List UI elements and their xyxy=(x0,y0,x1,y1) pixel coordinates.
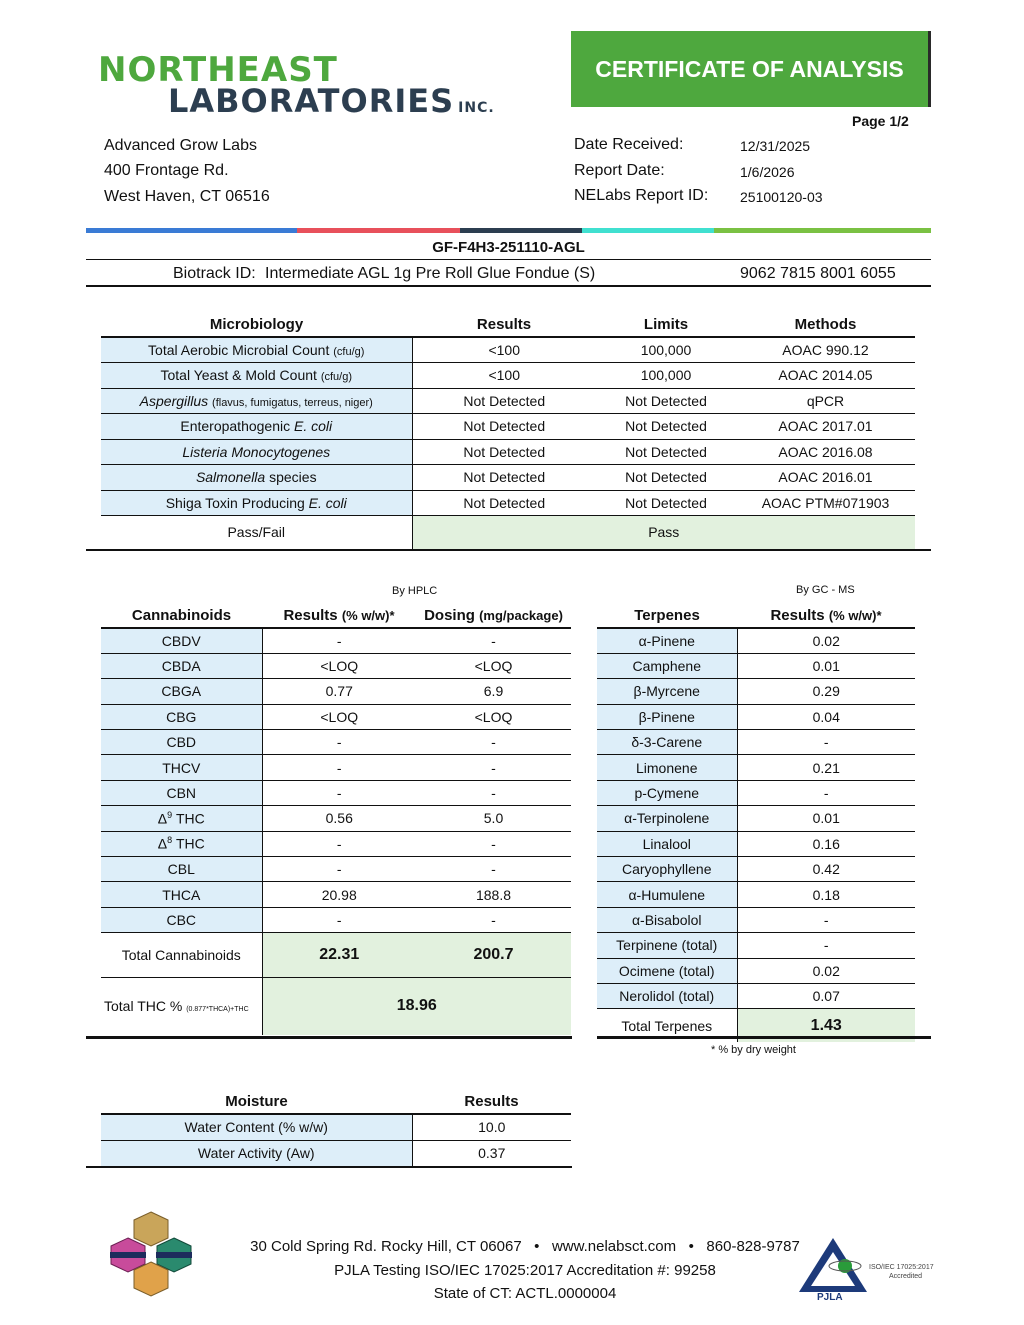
delta-position: 9 xyxy=(167,810,173,821)
divider xyxy=(86,549,931,551)
table-row xyxy=(101,704,571,729)
cannabinoid-result: - xyxy=(262,780,416,805)
terpene-name: Limonene xyxy=(597,755,737,780)
divider xyxy=(86,259,931,260)
terpene-result: 0.21 xyxy=(737,755,915,780)
test-name: Listeria Monocytogenes xyxy=(182,443,331,460)
header-unit: (% w/w)* xyxy=(341,608,395,623)
cannabinoid-dosing: <LOQ xyxy=(416,653,571,678)
table-row xyxy=(597,679,915,704)
terpene-result: 0.42 xyxy=(737,857,915,882)
terp-header-name: Terpenes xyxy=(597,604,737,628)
cannabinoid-result: - xyxy=(262,730,416,755)
company-logo-line2 xyxy=(168,82,495,120)
divider xyxy=(597,1036,931,1039)
table-row xyxy=(101,806,571,831)
micro-test-name xyxy=(101,439,412,465)
micro-header-methods: Methods xyxy=(736,313,915,337)
terpene-name: Terpinene (total) xyxy=(597,933,737,958)
table-row xyxy=(597,704,915,729)
micro-limit: Not Detected xyxy=(596,490,736,516)
test-unit: (cfu/g) xyxy=(333,346,365,358)
cannabinoid-dosing: - xyxy=(416,628,571,653)
client-street: 400 Frontage Rd. xyxy=(104,162,229,179)
table-row xyxy=(101,730,571,755)
client-name: Advanced Grow Labs xyxy=(104,137,257,154)
client-city: West Haven, CT 06516 xyxy=(104,188,270,205)
report-date-label: Report Date: xyxy=(574,162,665,179)
total-thc-value: 18.96 xyxy=(262,978,571,1035)
pjla-text: PJLA xyxy=(817,1292,843,1303)
terpene-name: α-Humulene xyxy=(597,882,737,907)
total-cannabinoids-result: 22.31 xyxy=(262,933,416,978)
table-row xyxy=(597,983,915,1008)
micro-test-name xyxy=(101,363,412,389)
cannabinoid-dosing: - xyxy=(416,907,571,932)
table-row xyxy=(101,780,571,805)
company-logo-labs: LABORATORIES xyxy=(168,82,455,120)
total-cannabinoids-row xyxy=(101,933,571,978)
biotrack-id: 9062 7815 8001 6055 xyxy=(740,265,896,282)
stripe-green xyxy=(714,228,931,233)
cannabinoids-table xyxy=(101,604,571,1035)
header-label: Results xyxy=(283,607,338,624)
cannabinoid-name: CBGA xyxy=(101,679,262,704)
micro-method: AOAC 2017.01 xyxy=(736,414,915,440)
table-row xyxy=(101,653,571,678)
delta-symbol: Δ xyxy=(157,810,168,827)
total-terpenes-label: Total Terpenes xyxy=(597,1009,737,1042)
stripe-navy xyxy=(460,228,582,233)
test-unit: (flavus, fumigatus, terreus, niger) xyxy=(212,396,373,409)
terpene-result: - xyxy=(737,730,915,755)
cannabinoid-result: 0.77 xyxy=(262,679,416,704)
micro-limit: 100,000 xyxy=(596,337,736,363)
terp-header-results xyxy=(737,604,915,628)
footer-website[interactable]: www.nelabsct.com xyxy=(551,1238,677,1255)
terpene-result: 0.29 xyxy=(737,679,915,704)
delta-position: 8 xyxy=(167,835,173,846)
thc-suffix: THC xyxy=(172,836,205,853)
table-row xyxy=(597,755,915,780)
cannabinoid-name xyxy=(101,806,262,831)
stripe-teal xyxy=(582,228,714,233)
terpene-name: δ-3-Carene xyxy=(597,730,737,755)
terpene-name: α-Bisabolol xyxy=(597,907,737,932)
moisture-table xyxy=(101,1090,571,1166)
terpene-name: α-Pinene xyxy=(597,628,737,653)
table-row xyxy=(101,831,571,856)
microbiology-table xyxy=(101,313,915,549)
terpene-name: p-Cymene xyxy=(597,780,737,805)
terpene-result: 0.04 xyxy=(737,704,915,729)
total-cannabinoids-label: Total Cannabinoids xyxy=(101,933,262,978)
micro-result: Not Detected xyxy=(412,414,596,440)
bullet-separator: • xyxy=(680,1238,703,1255)
gcms-method-note: By GC - MS xyxy=(796,584,855,596)
table-row xyxy=(101,755,571,780)
table-row xyxy=(597,857,915,882)
terpene-result: 0.02 xyxy=(737,958,915,983)
terpene-name: α-Terpinolene xyxy=(597,806,737,831)
micro-test-name xyxy=(101,465,412,491)
cannabinoid-result: <LOQ xyxy=(262,704,416,729)
company-logo-line1: NORTHEAST xyxy=(98,50,338,90)
test-organism: E. coli xyxy=(294,418,333,435)
terpene-name: β-Pinene xyxy=(597,704,737,729)
date-received-value: 12/31/2025 xyxy=(740,138,811,154)
table-row xyxy=(597,806,915,831)
micro-result: Not Detected xyxy=(412,465,596,491)
table-row xyxy=(597,780,915,805)
biotrack-label: Biotrack ID: xyxy=(173,265,256,282)
cannabinoid-name: CBD xyxy=(101,730,262,755)
micro-method: AOAC 2016.01 xyxy=(736,465,915,491)
footer-state-license: State of CT: ACTL.0000004 xyxy=(433,1285,617,1302)
table-row xyxy=(101,439,915,465)
terpene-name: Ocimene (total) xyxy=(597,958,737,983)
micro-limit: Not Detected xyxy=(596,465,736,491)
test-name: Salmonella xyxy=(195,469,266,486)
cannabinoid-result: 0.56 xyxy=(262,806,416,831)
moisture-result: 10.0 xyxy=(412,1114,571,1140)
table-row xyxy=(597,958,915,983)
table-row xyxy=(597,882,915,907)
table-row xyxy=(101,1140,571,1166)
terpene-name: Caryophyllene xyxy=(597,857,737,882)
total-thc-text: Total THC % xyxy=(104,998,183,1015)
terpene-result: - xyxy=(737,933,915,958)
micro-method: AOAC 2016.08 xyxy=(736,439,915,465)
cannabinoid-dosing: - xyxy=(416,755,571,780)
total-thc-label xyxy=(101,978,262,1035)
cannabinoid-name: CBC xyxy=(101,907,262,932)
canna-header-dosing xyxy=(416,604,571,628)
moisture-header-name: Moisture xyxy=(101,1090,412,1114)
total-thc-row xyxy=(101,978,571,1035)
micro-result: Not Detected xyxy=(412,439,596,465)
terpene-name: Linalool xyxy=(597,831,737,856)
table-row xyxy=(101,414,915,440)
hplc-method-note: By HPLC xyxy=(392,585,438,597)
award-badges-icon xyxy=(106,1208,196,1300)
cannabinoid-result: - xyxy=(262,831,416,856)
cannabinoid-name: CBDA xyxy=(101,653,262,678)
cannabinoid-dosing: - xyxy=(416,831,571,856)
cannabinoid-name: THCA xyxy=(101,882,262,907)
date-received-label: Date Received: xyxy=(574,136,684,153)
micro-header-results: Results xyxy=(412,313,596,337)
moisture-header-results: Results xyxy=(412,1090,571,1114)
report-date-value: 1/6/2026 xyxy=(740,164,795,180)
micro-limit: Not Detected xyxy=(596,388,736,414)
cannabinoid-result: - xyxy=(262,628,416,653)
pjla-logo xyxy=(795,1234,945,1304)
table-row xyxy=(597,933,915,958)
table-row xyxy=(101,907,571,932)
dry-weight-footnote: * % by dry weight xyxy=(711,1044,796,1056)
table-row xyxy=(101,857,571,882)
cannabinoid-result: 20.98 xyxy=(262,882,416,907)
cannabinoid-name: THCV xyxy=(101,755,262,780)
stripe-blue xyxy=(86,228,297,233)
cannabinoid-result: <LOQ xyxy=(262,653,416,678)
cannabinoid-name: CBL xyxy=(101,857,262,882)
cannabinoid-dosing: 6.9 xyxy=(416,679,571,704)
table-row xyxy=(101,490,915,516)
micro-test-name xyxy=(101,490,412,516)
delta-symbol: Δ xyxy=(157,836,168,853)
table-row xyxy=(101,882,571,907)
table-row xyxy=(101,1114,571,1140)
micro-result: <100 xyxy=(412,337,596,363)
sample-code: GF-F4H3-251110-AGL xyxy=(432,239,585,256)
footer-phone: 860-828-9787 xyxy=(706,1238,800,1255)
thc-suffix: THC xyxy=(172,810,205,827)
report-id-label: NELabs Report ID: xyxy=(574,187,709,204)
divider xyxy=(86,285,931,287)
cannabinoid-name: CBN xyxy=(101,780,262,805)
test-name: Total Yeast & Mold Count xyxy=(160,367,317,384)
canna-header-results xyxy=(262,604,416,628)
micro-result: Not Detected xyxy=(412,490,596,516)
footer-address: 30 Cold Spring Rd. Rocky Hill, CT 06067 xyxy=(250,1238,522,1255)
test-name: Total Aerobic Microbial Count xyxy=(148,342,330,358)
test-name: Enteropathogenic xyxy=(180,418,291,435)
terpene-result: - xyxy=(737,780,915,805)
micro-header-limits: Limits xyxy=(596,313,736,337)
terpenes-table xyxy=(597,604,915,1042)
moisture-name: Water Content (% w/w) xyxy=(101,1114,412,1140)
cannabinoid-result: - xyxy=(262,755,416,780)
pjla-iso: ISO/IEC 17025:2017 xyxy=(869,1264,934,1271)
test-organism: E. coli xyxy=(308,494,347,511)
header-unit: (% w/w)* xyxy=(828,608,882,623)
terpene-result: 0.02 xyxy=(737,628,915,653)
stripe-red xyxy=(297,228,460,233)
cannabinoid-result: - xyxy=(262,907,416,932)
micro-limit: Not Detected xyxy=(596,414,736,440)
cannabinoid-name: CBG xyxy=(101,704,262,729)
company-logo-inc: INC. xyxy=(458,100,495,116)
micro-test-name xyxy=(101,414,412,440)
page-number: Page 1/2 xyxy=(852,113,909,129)
micro-limit: 100,000 xyxy=(596,363,736,389)
moisture-name: Water Activity (Aw) xyxy=(101,1140,412,1166)
header-label: Dosing xyxy=(424,607,475,624)
micro-method: AOAC 2014.05 xyxy=(736,363,915,389)
terpene-name: Nerolidol (total) xyxy=(597,983,737,1008)
total-terpenes-value: 1.43 xyxy=(737,1009,915,1042)
bullet-separator: • xyxy=(525,1238,548,1255)
product-name: Intermediate AGL 1g Pre Roll Glue Fondue (S) xyxy=(265,265,596,282)
cannabinoid-dosing: - xyxy=(416,730,571,755)
terpene-result: 0.18 xyxy=(737,882,915,907)
divider xyxy=(86,1036,572,1039)
pass-fail-label: Pass/Fail xyxy=(101,516,412,549)
terpene-result: 0.01 xyxy=(737,806,915,831)
table-row xyxy=(597,730,915,755)
table-row xyxy=(101,628,571,653)
table-row xyxy=(101,679,571,704)
terpene-name: Camphene xyxy=(597,653,737,678)
total-thc-formula: (0.877*THCA)+THC xyxy=(186,1006,249,1014)
canna-header-name: Cannabinoids xyxy=(101,604,262,628)
table-row xyxy=(101,337,915,363)
micro-result: <100 xyxy=(412,363,596,389)
terpene-result: 0.01 xyxy=(737,653,915,678)
test-name: Shiga Toxin Producing xyxy=(165,494,305,511)
footer-contact xyxy=(200,1238,850,1255)
table-row xyxy=(101,388,915,414)
pass-fail-row xyxy=(101,516,915,549)
test-unit: (cfu/g) xyxy=(320,371,352,384)
footer-accreditation: PJLA Testing ISO/IEC 17025:2017 Accreditation #: 99258 xyxy=(334,1262,716,1279)
moisture-result: 0.37 xyxy=(478,1145,506,1162)
pass-fail-result: Pass xyxy=(412,516,915,549)
micro-result: Not Detected xyxy=(412,388,596,414)
cannabinoid-dosing: 188.8 xyxy=(416,882,571,907)
certificate-banner: CERTIFICATE OF ANALYSIS xyxy=(571,31,931,107)
table-row xyxy=(597,907,915,932)
table-row xyxy=(597,628,915,653)
header-label: Results xyxy=(770,607,825,624)
cannabinoid-dosing: 5.0 xyxy=(416,806,571,831)
table-row xyxy=(597,653,915,678)
micro-method: AOAC PTM#071903 xyxy=(736,490,915,516)
terpene-result: 0.07 xyxy=(737,983,915,1008)
table-row xyxy=(597,831,915,856)
terpene-result: 0.16 xyxy=(737,831,915,856)
report-id-value: 25100120-03 xyxy=(740,189,823,205)
micro-header-name: Microbiology xyxy=(101,313,412,337)
cannabinoid-dosing: - xyxy=(416,780,571,805)
cannabinoid-name xyxy=(101,831,262,856)
terpene-name: β-Myrcene xyxy=(597,679,737,704)
total-cannabinoids-dosing: 200.7 xyxy=(416,933,571,978)
test-name: Aspergillus xyxy=(139,392,209,409)
cannabinoid-result: - xyxy=(262,857,416,882)
micro-test-name xyxy=(101,337,412,363)
micro-method: qPCR xyxy=(736,388,915,414)
divider xyxy=(86,1166,572,1168)
test-unit: species xyxy=(269,469,317,486)
micro-limit: Not Detected xyxy=(596,439,736,465)
cannabinoid-dosing: - xyxy=(416,857,571,882)
terpene-result: - xyxy=(737,907,915,932)
header-unit: (mg/package) xyxy=(479,608,563,623)
cannabinoid-dosing: <LOQ xyxy=(416,704,571,729)
micro-test-name xyxy=(101,388,412,414)
pjla-accredited: Accredited xyxy=(889,1273,923,1280)
cannabinoid-name: CBDV xyxy=(101,628,262,653)
table-row xyxy=(101,465,915,491)
table-row xyxy=(101,363,915,389)
micro-method: AOAC 990.12 xyxy=(736,337,915,363)
